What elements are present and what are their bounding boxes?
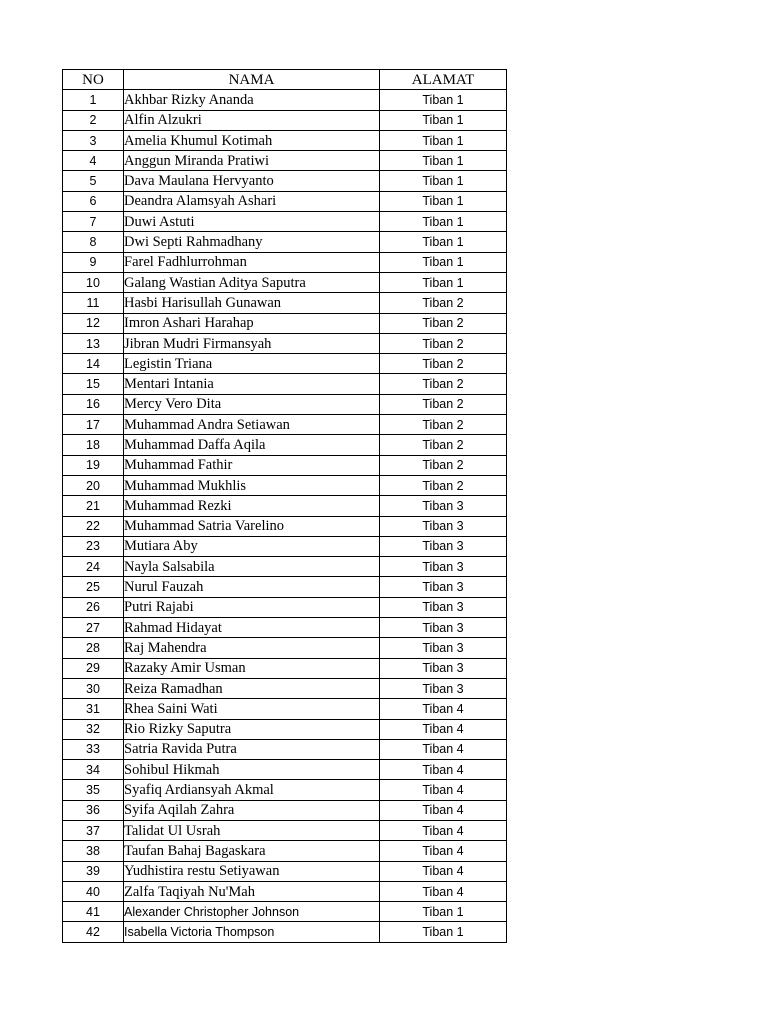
table-row — [63, 638, 507, 658]
cell-no: 6 — [63, 191, 124, 211]
cell-nama: Syifa Aqilah Zahra — [124, 800, 380, 820]
cell-no: 36 — [63, 800, 124, 820]
cell-nama: Nayla Salsabila — [124, 557, 380, 577]
table-row — [63, 658, 507, 678]
cell-no: 42 — [63, 922, 124, 942]
cell-nama: Muhammad Fathir — [124, 455, 380, 475]
table-row — [63, 516, 507, 536]
table-row — [63, 171, 507, 191]
cell-alamat: Tiban 2 — [380, 415, 507, 435]
cell-alamat: Tiban 1 — [380, 130, 507, 150]
table-row — [63, 415, 507, 435]
cell-nama: Sohibul Hikmah — [124, 760, 380, 780]
cell-no: 1 — [63, 90, 124, 110]
cell-nama: Anggun Miranda Pratiwi — [124, 151, 380, 171]
cell-alamat: Tiban 2 — [380, 475, 507, 495]
cell-no: 28 — [63, 638, 124, 658]
cell-alamat: Tiban 1 — [380, 110, 507, 130]
table-row — [63, 293, 507, 313]
cell-alamat: Tiban 1 — [380, 191, 507, 211]
cell-nama: Galang Wastian Aditya Saputra — [124, 272, 380, 292]
cell-alamat: Tiban 4 — [380, 780, 507, 800]
column-header-alamat: ALAMAT — [380, 70, 507, 90]
table-row — [63, 252, 507, 272]
cell-alamat: Tiban 4 — [380, 760, 507, 780]
cell-alamat: Tiban 4 — [380, 699, 507, 719]
cell-no: 30 — [63, 678, 124, 698]
cell-nama: Dava Maulana Hervyanto — [124, 171, 380, 191]
cell-alamat: Tiban 3 — [380, 638, 507, 658]
cell-nama: Muhammad Rezki — [124, 496, 380, 516]
table-row — [63, 820, 507, 840]
cell-nama: Alfin Alzukri — [124, 110, 380, 130]
cell-no: 10 — [63, 272, 124, 292]
cell-nama: Amelia Khumul Kotimah — [124, 130, 380, 150]
cell-alamat: Tiban 2 — [380, 293, 507, 313]
table-row — [63, 881, 507, 901]
cell-alamat: Tiban 2 — [380, 333, 507, 353]
cell-alamat: Tiban 4 — [380, 861, 507, 881]
cell-no: 39 — [63, 861, 124, 881]
cell-no: 32 — [63, 719, 124, 739]
cell-nama: Muhammad Andra Setiawan — [124, 415, 380, 435]
table-row — [63, 861, 507, 881]
table-row — [63, 597, 507, 617]
cell-alamat: Tiban 1 — [380, 252, 507, 272]
cell-no: 37 — [63, 820, 124, 840]
table-row — [63, 577, 507, 597]
cell-no: 7 — [63, 212, 124, 232]
cell-no: 14 — [63, 354, 124, 374]
cell-nama: Mercy Vero Dita — [124, 394, 380, 414]
cell-nama: Talidat Ul Usrah — [124, 820, 380, 840]
cell-no: 19 — [63, 455, 124, 475]
table-row — [63, 232, 507, 252]
cell-nama: Rhea Saini Wati — [124, 699, 380, 719]
table-row — [63, 191, 507, 211]
cell-nama: Reiza Ramadhan — [124, 678, 380, 698]
table-row — [63, 212, 507, 232]
table-header — [63, 70, 507, 90]
cell-no: 15 — [63, 374, 124, 394]
column-header-nama: NAMA — [124, 70, 380, 90]
cell-no: 40 — [63, 881, 124, 901]
cell-nama: Mutiara Aby — [124, 536, 380, 556]
cell-alamat: Tiban 3 — [380, 678, 507, 698]
cell-nama: Akhbar Rizky Ananda — [124, 90, 380, 110]
cell-alamat: Tiban 3 — [380, 618, 507, 638]
cell-alamat: Tiban 3 — [380, 557, 507, 577]
table-row — [63, 151, 507, 171]
table-row — [63, 536, 507, 556]
cell-no: 13 — [63, 333, 124, 353]
table-row — [63, 618, 507, 638]
table-row — [63, 557, 507, 577]
cell-nama: Taufan Bahaj Bagaskara — [124, 841, 380, 861]
column-header-no: NO — [63, 70, 124, 90]
cell-alamat: Tiban 2 — [380, 455, 507, 475]
cell-nama: Mentari Intania — [124, 374, 380, 394]
cell-no: 41 — [63, 902, 124, 922]
cell-alamat: Tiban 3 — [380, 658, 507, 678]
table-row — [63, 354, 507, 374]
cell-no: 29 — [63, 658, 124, 678]
table-row — [63, 780, 507, 800]
cell-alamat: Tiban 1 — [380, 90, 507, 110]
cell-alamat: Tiban 3 — [380, 597, 507, 617]
cell-nama: Razaky Amir Usman — [124, 658, 380, 678]
table-row — [63, 800, 507, 820]
table-body — [63, 90, 507, 942]
cell-alamat: Tiban 2 — [380, 313, 507, 333]
cell-alamat: Tiban 2 — [380, 374, 507, 394]
cell-nama: Isabella Victoria Thompson — [124, 922, 380, 942]
table-row — [63, 760, 507, 780]
table-row — [63, 699, 507, 719]
cell-no: 26 — [63, 597, 124, 617]
cell-nama: Muhammad Mukhlis — [124, 475, 380, 495]
table-row — [63, 435, 507, 455]
cell-alamat: Tiban 4 — [380, 719, 507, 739]
cell-alamat: Tiban 1 — [380, 212, 507, 232]
table-row — [63, 739, 507, 759]
cell-no: 27 — [63, 618, 124, 638]
cell-nama: Raj Mahendra — [124, 638, 380, 658]
cell-no: 22 — [63, 516, 124, 536]
table-row — [63, 394, 507, 414]
cell-no: 9 — [63, 252, 124, 272]
table-row — [63, 313, 507, 333]
table-row — [63, 922, 507, 942]
cell-alamat: Tiban 1 — [380, 151, 507, 171]
cell-alamat: Tiban 2 — [380, 354, 507, 374]
cell-nama: Deandra Alamsyah Ashari — [124, 191, 380, 211]
cell-alamat: Tiban 4 — [380, 820, 507, 840]
table-row — [63, 719, 507, 739]
cell-no: 38 — [63, 841, 124, 861]
cell-alamat: Tiban 2 — [380, 394, 507, 414]
cell-nama: Hasbi Harisullah Gunawan — [124, 293, 380, 313]
cell-alamat: Tiban 1 — [380, 171, 507, 191]
cell-no: 20 — [63, 475, 124, 495]
cell-nama: Alexander Christopher Johnson — [124, 902, 380, 922]
cell-nama: Yudhistira restu Setiyawan — [124, 861, 380, 881]
cell-nama: Muhammad Daffa Aqila — [124, 435, 380, 455]
cell-no: 21 — [63, 496, 124, 516]
cell-no: 33 — [63, 739, 124, 759]
header-row — [63, 70, 507, 90]
cell-no: 4 — [63, 151, 124, 171]
cell-nama: Satria Ravida Putra — [124, 739, 380, 759]
cell-alamat: Tiban 1 — [380, 902, 507, 922]
cell-alamat: Tiban 2 — [380, 435, 507, 455]
table-row — [63, 475, 507, 495]
cell-no: 8 — [63, 232, 124, 252]
cell-alamat: Tiban 1 — [380, 922, 507, 942]
table-row — [63, 374, 507, 394]
cell-nama: Muhammad Satria Varelino — [124, 516, 380, 536]
cell-nama: Farel Fadhlurrohman — [124, 252, 380, 272]
cell-no: 2 — [63, 110, 124, 130]
cell-no: 5 — [63, 171, 124, 191]
table-row — [63, 902, 507, 922]
cell-alamat: Tiban 1 — [380, 272, 507, 292]
cell-nama: Legistin Triana — [124, 354, 380, 374]
cell-alamat: Tiban 3 — [380, 516, 507, 536]
cell-no: 24 — [63, 557, 124, 577]
cell-no: 12 — [63, 313, 124, 333]
cell-no: 18 — [63, 435, 124, 455]
cell-alamat: Tiban 3 — [380, 536, 507, 556]
cell-nama: Putri Rajabi — [124, 597, 380, 617]
cell-nama: Rio Rizky Saputra — [124, 719, 380, 739]
cell-alamat: Tiban 4 — [380, 841, 507, 861]
table-row — [63, 90, 507, 110]
table-row — [63, 678, 507, 698]
cell-nama: Imron Ashari Harahap — [124, 313, 380, 333]
cell-no: 23 — [63, 536, 124, 556]
cell-alamat: Tiban 3 — [380, 496, 507, 516]
cell-alamat: Tiban 3 — [380, 577, 507, 597]
table-row — [63, 110, 507, 130]
table-row — [63, 272, 507, 292]
cell-no: 25 — [63, 577, 124, 597]
cell-alamat: Tiban 1 — [380, 232, 507, 252]
cell-alamat: Tiban 4 — [380, 800, 507, 820]
cell-no: 3 — [63, 130, 124, 150]
cell-no: 11 — [63, 293, 124, 313]
cell-nama: Dwi Septi Rahmadhany — [124, 232, 380, 252]
cell-no: 16 — [63, 394, 124, 414]
table-row — [63, 333, 507, 353]
cell-nama: Nurul Fauzah — [124, 577, 380, 597]
table-row — [63, 130, 507, 150]
cell-no: 17 — [63, 415, 124, 435]
cell-no: 34 — [63, 760, 124, 780]
cell-alamat: Tiban 4 — [380, 739, 507, 759]
table-row — [63, 496, 507, 516]
cell-alamat: Tiban 4 — [380, 881, 507, 901]
cell-nama: Rahmad Hidayat — [124, 618, 380, 638]
table-row — [63, 455, 507, 475]
cell-nama: Zalfa Taqiyah Nu'Mah — [124, 881, 380, 901]
cell-no: 31 — [63, 699, 124, 719]
student-address-table — [62, 69, 507, 943]
cell-nama: Syafiq Ardiansyah Akmal — [124, 780, 380, 800]
table-row — [63, 841, 507, 861]
cell-nama: Jibran Mudri Firmansyah — [124, 333, 380, 353]
cell-no: 35 — [63, 780, 124, 800]
cell-nama: Duwi Astuti — [124, 212, 380, 232]
